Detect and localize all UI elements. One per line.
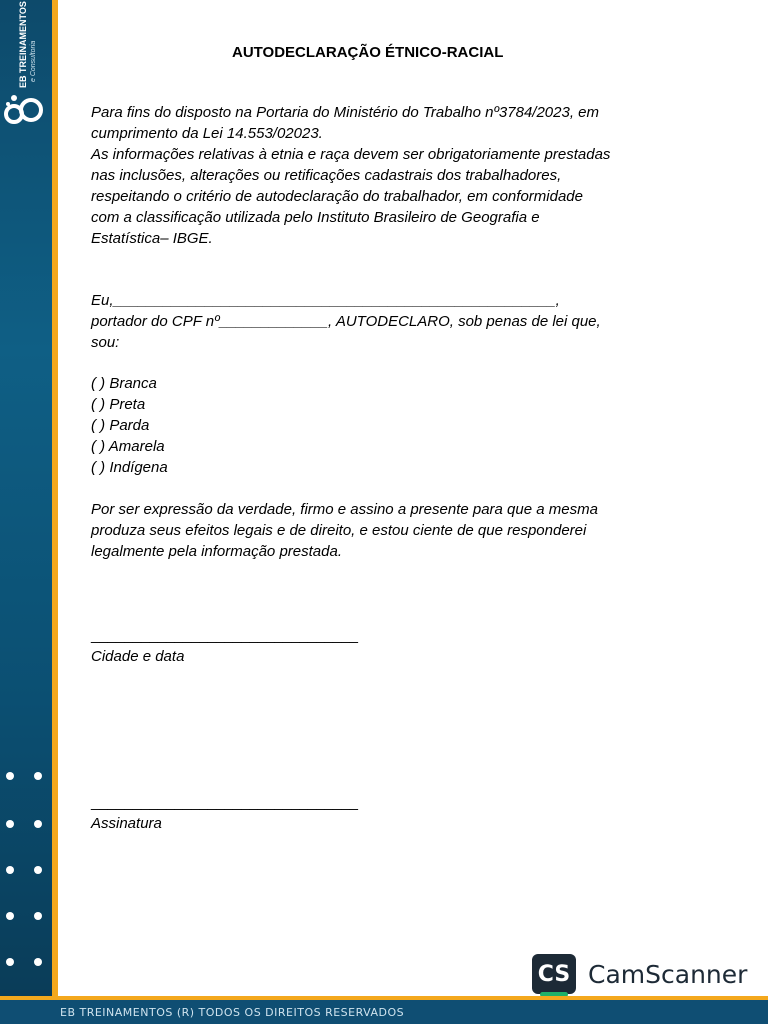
intro-line: nas inclusões, alterações ou retificações cadastrais dos trabalhadores, (91, 167, 562, 184)
brand-name: EB TREINAMENTOS (18, 1, 28, 88)
camscanner-logo-icon: CS (532, 954, 576, 994)
declaration-line: Eu,_____________________________________________________, (91, 292, 560, 309)
brand-vertical-text (14, 1, 44, 88)
intro-line: Estatística– IBGE. (91, 230, 213, 247)
intro-paragraph (91, 102, 691, 249)
closing-paragraph (91, 499, 691, 562)
signature-block (91, 792, 691, 834)
declaration-paragraph (91, 290, 691, 353)
option-preta: ( ) Preta (91, 396, 146, 413)
signature-label: Assinatura (91, 815, 162, 832)
closing-line: produza seus efeitos legais e de direito, e estou ciente de que responderei (91, 522, 587, 539)
city-date-block (91, 625, 691, 667)
city-date-label: Cidade e data (91, 648, 185, 665)
closing-line: Por ser expressão da verdade, firmo e assino a presente para que a mesma (91, 501, 598, 518)
sidebar-accent-stripe (52, 0, 58, 1000)
intro-line: com a classificação utilizada pelo Instituto Brasileiro de Geografia e (91, 209, 540, 226)
intro-line: Para fins do disposto na Portaria do Ministério do Trabalho nº3784/2023, em (91, 104, 600, 121)
declaration-line: portador do CPF nº_____________, AUTODECLARO, sob penas de lei que, (91, 313, 601, 330)
camscanner-name: CamScanner (588, 959, 748, 989)
intro-line: As informações relativas à etnia e raça devem ser obrigatoriamente prestadas (91, 146, 611, 163)
option-branca: ( ) Branca (91, 375, 157, 392)
intro-line: respeitando o critério de autodeclaração do trabalhador, em conformidade (91, 188, 583, 205)
city-date-line: ________________________________ (91, 627, 358, 644)
brand-logo-icon (4, 90, 46, 130)
race-options-list (91, 373, 691, 478)
footer-copyright: EB TREINAMENTOS (R) TODOS OS DIREITOS RESERVADOS (60, 1006, 405, 1019)
option-indigena: ( ) Indígena (91, 459, 168, 476)
option-amarela: ( ) Amarela (91, 438, 165, 455)
intro-line: cumprimento da Lei 14.553/02023. (91, 125, 323, 142)
declaration-line: sou: (91, 334, 120, 351)
document-title: AUTODECLARAÇÃO ÉTNICO-RACIAL (232, 44, 504, 61)
camscanner-watermark (532, 954, 747, 994)
sidebar-band (0, 0, 52, 1000)
closing-line: legalmente pela informação prestada. (91, 543, 342, 560)
signature-line: ________________________________ (91, 794, 358, 811)
option-parda: ( ) Parda (91, 417, 150, 434)
brand-tagline: e Consultoria (30, 40, 37, 82)
